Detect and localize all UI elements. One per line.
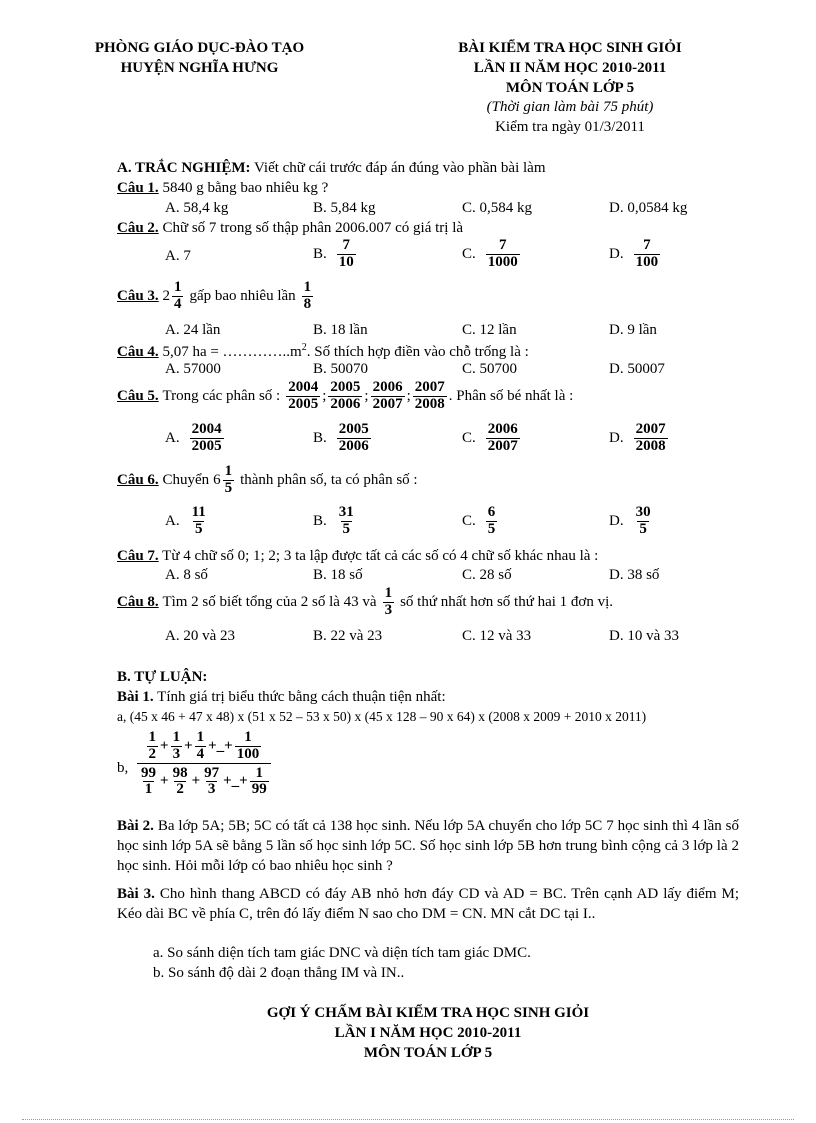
answer-guide-title: GỢI Ý CHẤM BÀI KIỂM TRA HỌC SINH GIỎI — [266, 1005, 590, 1021]
q6-c-fraction: $\frac{6}{5}$ — [487, 504, 496, 537]
q6-fraction: $\frac{1}{5}$ — [224, 463, 233, 496]
q5-fraction-1: $\frac{2004}{2005}$ — [288, 379, 319, 412]
bai1-label: Bài 1. — [117, 689, 154, 705]
q4-superscript: 2 — [301, 342, 307, 353]
q2-text: Chữ số 7 trong số thập phân 2006.007 có giá trị là — [162, 220, 464, 236]
top-fraction-2: $\frac{1}{3}$ — [172, 729, 181, 762]
q5-d-fraction: $\frac{2007}{2008}$ — [635, 421, 666, 454]
bottom-fraction-3: $\frac{97}{3}$ — [204, 764, 220, 798]
q2-d-label: D. — [609, 245, 624, 262]
question-2 — [117, 220, 463, 237]
q1-text: 5840 g bằng bao nhiêu kg ? — [162, 180, 329, 196]
part-a-title: A. TRẮC NGHIỆM: — [117, 160, 251, 176]
q6-a-fraction: $\frac{11}{5}$ — [191, 504, 206, 537]
q6-a-label: A. — [165, 512, 180, 529]
q5-text: Trong các phân số : — [162, 387, 281, 404]
q2-label: Câu 2. — [117, 220, 159, 236]
q6-label: Câu 6. — [117, 471, 159, 488]
q3-fraction-1: $\frac{1}{4}$ — [173, 279, 182, 312]
q4-label: Câu 4. — [117, 344, 159, 360]
question-7 — [117, 548, 598, 565]
q5-a-fraction: $\frac{2004}{2005}$ — [191, 421, 222, 454]
q5-option-b — [313, 422, 373, 455]
q6-option-c — [462, 505, 499, 538]
q5-c-label: C. — [462, 429, 476, 446]
q5-a-label: A. — [165, 429, 180, 446]
q8-label: Câu 8. — [117, 593, 159, 610]
bai-3 — [117, 884, 739, 924]
q1-option-c: C. 0,584 kg — [462, 200, 533, 216]
part-b-title: B. TỰ LUẬN: — [117, 669, 208, 685]
q8-option-a: A. 20 và 23 — [165, 628, 235, 644]
bai1-part-a: a, (45 x 46 + 47 x 48) x (51 x 52 – 53 x 50) x (45 x 128 – 90 x 64) x (2008 x 2009 + 2010 x 2011) — [117, 709, 647, 724]
q8-option-b: B. 22 và 23 — [313, 628, 383, 644]
q7-option-a: A. 8 số — [165, 567, 208, 583]
q2-option-b — [313, 238, 358, 271]
big-fraction-denominator — [137, 763, 271, 799]
question-6 — [117, 464, 418, 497]
q5-separator: ; — [322, 387, 327, 404]
q8-option-c: C. 12 và 33 — [462, 628, 532, 644]
q3-option-d: D. 9 lần — [609, 322, 657, 338]
q4-option-c: C. 50700 — [462, 361, 518, 377]
q3-label: Câu 3. — [117, 287, 159, 304]
q6-d-label: D. — [609, 512, 624, 529]
q2-option-d — [609, 238, 662, 271]
part-a-instruction: Viết chữ cái trước đáp án đúng vào phần bài làm — [253, 160, 546, 176]
q2-b-fraction: $\frac{7}{10}$ — [338, 237, 354, 270]
bottom-fraction-4: $\frac{1}{99}$ — [251, 764, 267, 798]
district-name: HUYỆN NGHĨA HƯNG — [120, 60, 279, 76]
question-1 — [117, 180, 328, 197]
top-fraction-3: $\frac{1}{4}$ — [196, 729, 205, 762]
big-fraction-numerator — [145, 730, 264, 763]
bai-1 — [117, 689, 446, 706]
q2-c-fraction: $\frac{7}{1000}$ — [487, 237, 518, 270]
bai3-text: Cho hình thang ABCD có đáy AB nhỏ hơn đáy CD và AD = BC. Trên cạnh AD lấy điểm M; Kéo dài BC về phía C, trên đó lấy điểm N sao cho DM = CN. MN cắt DC tại I.. — [117, 886, 739, 922]
q7-option-d: D. 38 số — [609, 567, 660, 583]
q5-separator: ; — [364, 387, 369, 404]
q5-fraction-4: $\frac{2007}{2008}$ — [414, 379, 445, 412]
q3-option-c: C. 12 lần — [462, 322, 517, 338]
bai2-label: Bài 2. — [117, 818, 154, 834]
answer-guide-round: LẦN I NĂM HỌC 2010-2011 — [334, 1025, 522, 1041]
q5-d-label: D. — [609, 429, 624, 446]
q6-text: Chuyển — [162, 471, 210, 488]
plus-sign: + — [184, 737, 193, 754]
q5-fraction-2: $\frac{2005}{2006}$ — [330, 379, 361, 412]
q6-b-fraction: $\frac{31}{5}$ — [338, 504, 354, 537]
q3-fraction-2: $\frac{1}{8}$ — [303, 279, 312, 312]
dept-name: PHÒNG GIÁO DỤC-ĐÀO TẠO — [94, 40, 305, 56]
exam-round: LẦN II NĂM HỌC 2010-2011 — [473, 60, 667, 76]
q5-b-fraction: $\frac{2005}{2006}$ — [338, 421, 369, 454]
exam-title: BÀI KIỂM TRA HỌC SINH GIỎI — [458, 40, 682, 56]
bai-2 — [117, 816, 739, 876]
exam-subject: MÔN TOÁN LỚP 5 — [505, 80, 635, 96]
q2-c-label: C. — [462, 245, 476, 262]
q6-option-b — [313, 505, 358, 538]
q6-c-label: C. — [462, 512, 476, 529]
plus-sign: + — [160, 737, 169, 754]
question-5 — [117, 380, 573, 413]
q1-label: Câu 1. — [117, 180, 159, 196]
q5-c-fraction: $\frac{2006}{2007}$ — [487, 421, 518, 454]
top-fraction-1: $\frac{1}{2}$ — [148, 729, 156, 762]
q4-text: 5,07 ha = …………..m — [162, 344, 302, 360]
q5-b-label: B. — [313, 429, 327, 446]
q3-option-a: A. 24 lần — [165, 322, 221, 338]
bai3-part-a: a. So sánh diện tích tam giác DNC và diện tích tam giác DMC. — [153, 945, 531, 961]
q1-option-d: D. 0,0584 kg — [609, 200, 688, 216]
q4-option-a: A. 57000 — [165, 361, 221, 377]
q2-b-label: B. — [313, 245, 327, 262]
answer-guide-subject: MÔN TOÁN LỚP 5 — [363, 1045, 493, 1061]
q2-option-a: A. 7 — [165, 248, 191, 264]
bai3-part-b: b. So sánh độ dài 2 đoạn thẳng IM và IN.. — [153, 965, 405, 981]
bai1-part-b-label: b, — [117, 760, 129, 776]
question-4 — [117, 342, 529, 361]
q1-option-b: B. 5,84 kg — [313, 200, 376, 216]
q6-whole: 6 — [213, 471, 221, 488]
q6-b-label: B. — [313, 512, 327, 529]
q6-d-fraction: $\frac{30}{5}$ — [635, 504, 651, 537]
bottom-fraction-2: $\frac{98}{2}$ — [172, 764, 188, 798]
question-3 — [117, 280, 315, 313]
bai2-text: Ba lớp 5A; 5B; 5C có tất cả 138 học sinh. Nếu lớp 5A chuyển cho lớp 5C 7 học sinh thì 4 lần số học sinh lớp 5A sẽ bằng 5 lần số học sinh lớp 5C. Số học sinh lớp 5B hơn trung bình cộng cả 3 lớp là 2 học sinh. Hỏi mỗi lớp có bao nhiêu học sinh ? — [117, 818, 740, 874]
q6-option-d — [609, 505, 655, 538]
q5-option-c — [462, 422, 522, 455]
bai1-big-fraction — [137, 730, 271, 798]
q6-option-a — [165, 505, 210, 538]
q2-d-fraction: $\frac{7}{100}$ — [635, 237, 659, 270]
q7-label: Câu 7. — [117, 548, 159, 564]
plus-sign: + — [191, 773, 201, 790]
q8-text-2: số thứ nhất hơn số thứ hai 1 đơn vị. — [400, 593, 614, 610]
q5-fraction-3: $\frac{2006}{2007}$ — [372, 379, 403, 412]
q2-option-c — [462, 238, 522, 271]
plus-sign: + — [160, 773, 169, 790]
bai1-text: Tính giá trị biểu thức bằng cách thuận tiện nhất: — [157, 689, 446, 705]
ellipsis-plus: +_+ — [223, 773, 248, 790]
q8-text: Tìm 2 số biết tổng của 2 số là 43 và — [162, 593, 377, 610]
q4-text-2: . Số thích hợp điền vào chỗ trống là : — [306, 344, 529, 360]
q6-text-2: thành phân số, ta có phân số : — [240, 471, 418, 488]
q7-option-b: B. 18 số — [313, 567, 363, 583]
q4-option-b: B. 50070 — [313, 361, 369, 377]
q5-text-2: . Phân số bé nhất là : — [448, 387, 574, 404]
ellipsis-plus: +_+ — [208, 737, 233, 754]
q4-option-d: D. 50007 — [609, 361, 665, 377]
page-bottom-divider — [22, 1119, 794, 1120]
q3-option-b: B. 18 lần — [313, 322, 368, 338]
part-a-heading — [117, 160, 546, 177]
q7-option-c: C. 28 số — [462, 567, 512, 583]
q7-text: Từ 4 chữ số 0; 1; 2; 3 ta lập được tất cả các số có 4 chữ số khác nhau là : — [162, 548, 599, 564]
bottom-fraction-1: $\frac{99}{1}$ — [141, 764, 156, 798]
q5-option-d — [609, 422, 670, 455]
q3-text: gấp bao nhiêu lần — [189, 287, 296, 304]
q5-label: Câu 5. — [117, 387, 159, 404]
exam-duration: (Thời gian làm bài 75 phút) — [486, 99, 654, 115]
q3-whole: 2 — [162, 287, 170, 304]
q8-fraction: $\frac{1}{3}$ — [384, 585, 393, 618]
q8-option-d: D. 10 và 33 — [609, 628, 679, 644]
bai3-label: Bài 3. — [117, 886, 155, 902]
q5-option-a — [165, 422, 226, 455]
q5-separator: ; — [406, 387, 411, 404]
question-8 — [117, 586, 613, 619]
exam-date: Kiểm tra ngày 01/3/2011 — [495, 119, 645, 135]
q1-option-a: A. 58,4 kg — [165, 200, 229, 216]
top-fraction-4: $\frac{1}{100}$ — [236, 729, 260, 762]
